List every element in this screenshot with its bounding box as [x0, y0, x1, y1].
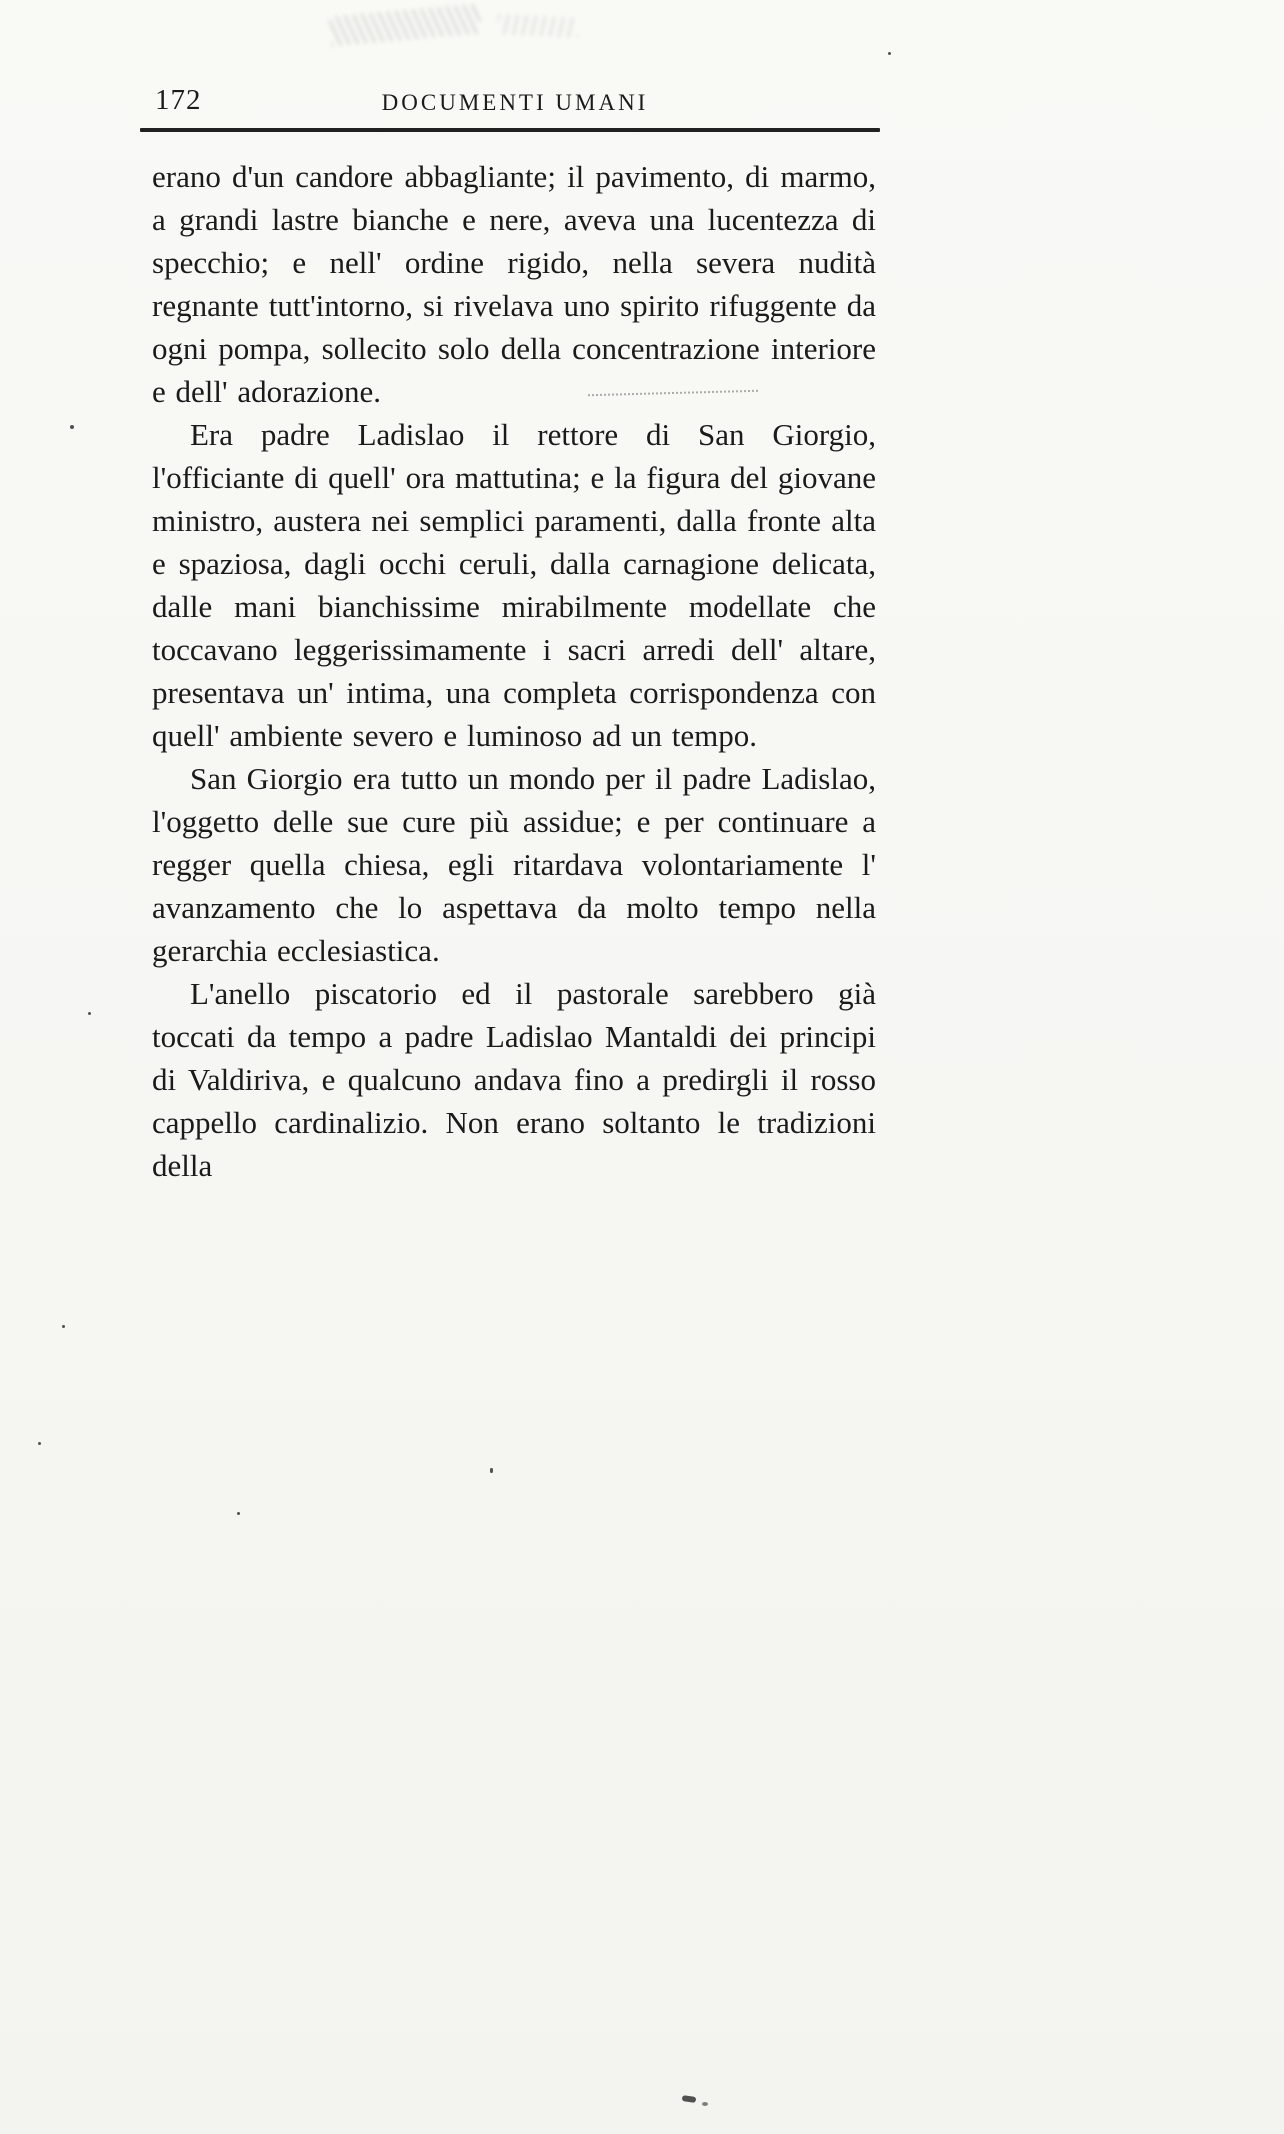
scan-speck: [237, 1512, 240, 1515]
paragraph: erano d'un candore abbagliante; il pavimento, di marmo, a grandi lastre bianche e nere, aveva una lucentezza di specchio; e nell' ordine rigido, nella severa nudità regnante tutt'intorno, si rivelava uno spirito rifuggente da ogni pompa, sollecito solo della concentrazione interiore e dell' adorazione.: [152, 159, 876, 409]
scan-speck: [702, 2102, 708, 2106]
scan-speck: [888, 52, 891, 55]
header-divider: [140, 128, 880, 132]
paragraph: San Giorgio era tutto un mondo per il padre Ladislao, l'oggetto delle sue cure più assidue; e per continuare a regger quella chiesa, egli ritardava volontariamente l' avanzamento che lo aspettava da molto tempo nella gerarchia ecclesiastica.: [152, 761, 876, 968]
page-number: 172: [155, 84, 202, 116]
scan-speck: [70, 425, 74, 429]
scan-speck: [490, 1468, 493, 1473]
paragraph: L'anello piscatorio ed il pastorale sarebbero già toccati da tempo a padre Ladislao Mantaldi dei principi di Valdiriva, e qualcuno andava fino a predirgli il rosso cappello cardinalizio. Non erano soltanto le tradizioni della: [152, 976, 876, 1183]
running-title: DOCUMENTI UMANI: [381, 90, 649, 115]
paragraph: Era padre Ladislao il rettore di San Giorgio, l'officiante di quell' ora mattutina; e la figura del giovane ministro, austera nei semplici paramenti, dalla fronte alta e spaziosa, dagli occhi ceruli, dalla carnagione delicata, dalle mani bianchissime mirabilmente modellate che toccavano leggerissimamente i sacri arredi dell' altare, presentava un' intima, una completa corrispondenza con quell' ambiente severo e luminoso ad un tempo.: [152, 417, 876, 753]
scan-speck: [682, 2095, 697, 2103]
scan-speck: [62, 1325, 65, 1328]
scan-smudge: [498, 14, 579, 38]
scan-speck: [38, 1442, 41, 1445]
page-body-text: [152, 155, 876, 1187]
scan-speck: [88, 1012, 91, 1015]
scan-smudge: [329, 4, 481, 47]
